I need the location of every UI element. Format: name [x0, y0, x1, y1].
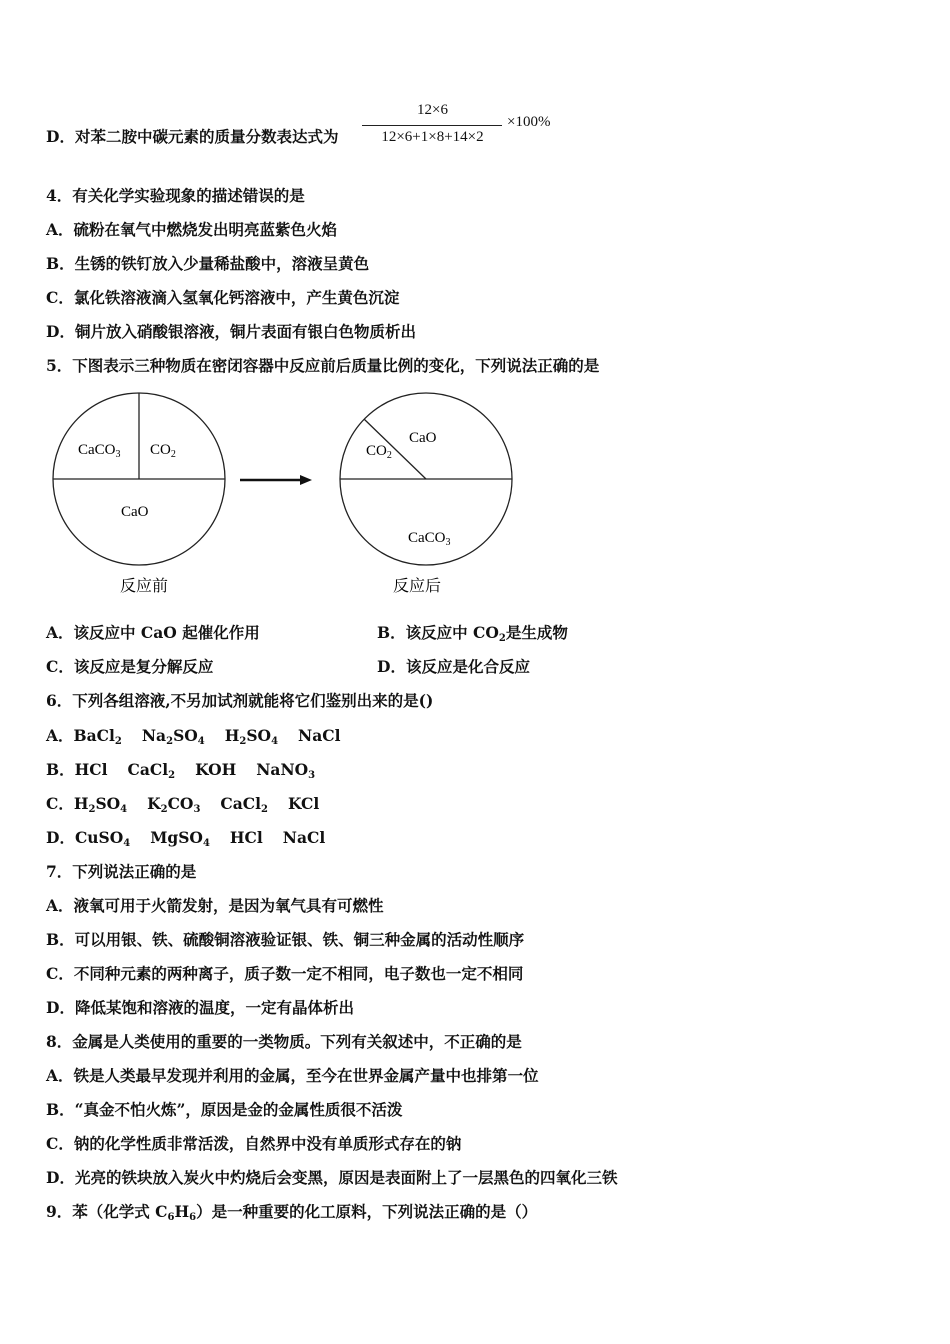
q7-stem: 7．下列说法正确的是 [46, 862, 197, 881]
before-caco3-label: CaCO$_3$ [78, 442, 121, 460]
q6-option-b: B．HCl CaCl$_2$ KOH NaNO$_3$ [46, 760, 316, 781]
fraction-numerator: 12×6 [417, 102, 448, 118]
q8-option-b: B．“真金不怕火炼”，原因是金的金属性质很不活泼 [46, 1100, 403, 1119]
q9-stem: 9．苯（化学式 $C_6H_6$）是一种重要的化工原料，下列说法正确的是（） [46, 1202, 538, 1223]
q7-option-b: B．可以用银、铁、硫酸铜溶液验证银、铁、铜三种金属的活动性顺序 [46, 930, 525, 949]
q3-option-d: D．对苯二胺中碳元素的质量分数表达式为 [46, 127, 339, 146]
q4-stem: 4．有关化学实验现象的描述错误的是 [46, 186, 305, 205]
q5-stem: 5．下图表示三种物质在密闭容器中反应前后质量比例的变化，下列说法正确的是 [46, 356, 600, 375]
q4-option-a: A．硫粉在氧气中燃烧发出明亮蓝紫色火焰 [46, 220, 338, 239]
q5-option-b: B．该反应中 $CO_2$是生成物 [377, 623, 568, 644]
q4-option-c: C．氯化铁溶液滴入氢氧化钙溶液中，产生黄色沉淀 [46, 288, 400, 307]
fraction-denominator: 12×6+1×8+14×2 [381, 129, 484, 145]
q7-option-c: C．不同种元素的两种离子，质子数一定不相同，电子数也一定不相同 [46, 964, 524, 983]
q4-option-b: B．生锈的铁钉放入少量稀盐酸中，溶液呈黄色 [46, 254, 370, 273]
q6-option-c: C．$H_2SO_4$ $K_2CO_3$ CaCl$_2$ KCl [46, 794, 320, 815]
before-co2-label: $CO_2$ [150, 442, 176, 460]
after-pie [340, 393, 512, 595]
fraction-bar [362, 125, 502, 126]
q8-option-a: A．铁是人类最早发现并利用的金属，至今在世界金属产量中也排第一位 [46, 1066, 539, 1085]
q8-option-d: D．光亮的铁块放入炭火中灼烧后会变黑，原因是表面附上了一层黑色的四氧化三铁 [46, 1168, 618, 1187]
q5-option-c: C．该反应是复分解反应 [46, 657, 214, 676]
fraction-percent: ×100% [507, 114, 551, 130]
q7-option-a: A．液氧可用于火箭发射，是因为氧气具有可燃性 [46, 896, 384, 915]
before-pie [53, 393, 225, 595]
after-cao-label: CaO [409, 430, 437, 446]
after-caption: 反应后 [393, 578, 442, 595]
after-caco3-label: CaCO$_3$ [408, 530, 451, 548]
before-cao-label: CaO [121, 504, 149, 520]
reaction-diagram [0, 385, 950, 610]
reaction-arrow [240, 475, 312, 485]
before-caption: 反应前 [120, 578, 169, 595]
q4-option-d: D．铜片放入硝酸银溶液，铜片表面有银白色物质析出 [46, 322, 416, 341]
q5-option-d: D．该反应是化合反应 [377, 657, 530, 676]
q8-stem: 8．金属是人类使用的重要的一类物质。下列有关叙述中，不正确的是 [46, 1032, 522, 1051]
q7-option-d: D．降低某饱和溶液的温度，一定有晶体析出 [46, 998, 354, 1017]
q6-stem: 6．下列各组溶液,不另加试剂就能将它们鉴别出来的是() [46, 691, 434, 710]
q6-option-d: D．CuSO$_4$ MgSO$_4$ HCl NaCl [46, 828, 326, 849]
q5-option-a: A．该反应中 CaO 起催化作用 [46, 623, 260, 642]
q8-option-c: C．钠的化学性质非常活泼，自然界中没有单质形式存在的钠 [46, 1134, 462, 1153]
after-co2-label: $CO_2$ [366, 443, 392, 461]
q6-option-a: A．BaCl$_2$ $Na_2SO_4$ $H_2SO_4$ NaCl [46, 726, 341, 747]
